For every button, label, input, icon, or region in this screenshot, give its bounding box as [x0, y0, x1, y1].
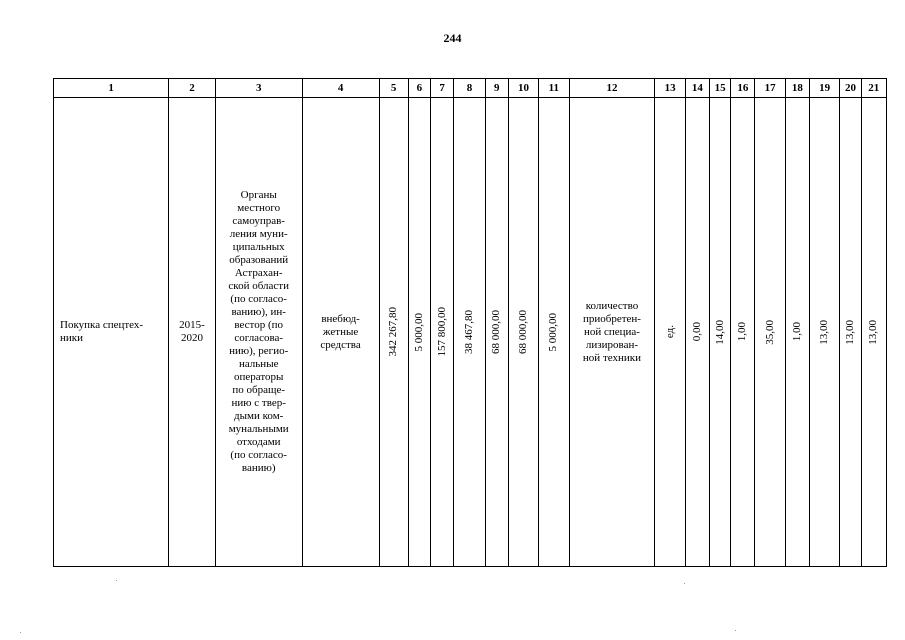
- col-header-9: 9: [485, 79, 508, 98]
- cell-total: 342 267,80: [379, 98, 408, 567]
- cell-indicator: количество приобретен- ной специа- лизирован- ной техники: [569, 98, 655, 567]
- cell-2017: 38 467,80: [454, 98, 485, 567]
- table-header-row: [54, 79, 887, 98]
- col-header-4: 4: [302, 79, 379, 98]
- cell-executors: Органы местного самоуправ- ления муни- ципальных образований Астрахан- ской области (по согласо- ванию), ин- вестор (по согласова- нию), регио- нальные операторы по обраще- нию с твер- дыми ком- мунальными отходами (по согласо- ванию): [215, 98, 302, 567]
- scan-speck: [116, 580, 117, 581]
- cell-value-19: 13,00: [810, 98, 840, 567]
- cell-2018: 68 000,00: [485, 98, 508, 567]
- col-header-14: 14: [685, 79, 709, 98]
- col-header-3: 3: [215, 79, 302, 98]
- cell-2019: 68 000,00: [508, 98, 538, 567]
- cell-measure: Покупка спецтех- ники: [54, 98, 169, 567]
- table-row: [54, 98, 887, 567]
- cell-value-15: 14,00: [709, 98, 730, 567]
- col-header-1: 1: [54, 79, 169, 98]
- col-header-18: 18: [785, 79, 809, 98]
- col-header-21: 21: [861, 79, 886, 98]
- col-header-6: 6: [408, 79, 430, 98]
- cell-value-21: 13,00: [861, 98, 886, 567]
- cell-value-18: 1,00: [785, 98, 809, 567]
- cell-2015: 5 000,00: [408, 98, 430, 567]
- cell-funding-source: внебюд- жетные средства: [302, 98, 379, 567]
- cell-value-17: 35,00: [755, 98, 785, 567]
- data-table: [53, 78, 887, 567]
- page-number: 244: [443, 31, 462, 45]
- col-header-2: 2: [169, 79, 216, 98]
- scan-speck: [684, 583, 685, 584]
- col-header-20: 20: [840, 79, 861, 98]
- col-header-19: 19: [810, 79, 840, 98]
- scan-speck: [735, 630, 736, 631]
- cell-2016: 157 800,00: [431, 98, 454, 567]
- scan-speck: [20, 632, 21, 633]
- cell-value-14: 0,00: [685, 98, 709, 567]
- col-header-5: 5: [379, 79, 408, 98]
- col-header-7: 7: [431, 79, 454, 98]
- col-header-13: 13: [655, 79, 685, 98]
- cell-unit: ед.: [655, 98, 685, 567]
- col-header-15: 15: [709, 79, 730, 98]
- col-header-16: 16: [731, 79, 755, 98]
- col-header-8: 8: [454, 79, 485, 98]
- cell-2020: 5 000,00: [539, 98, 569, 567]
- col-header-10: 10: [508, 79, 538, 98]
- cell-value-20: 13,00: [840, 98, 861, 567]
- cell-value-16: 1,00: [731, 98, 755, 567]
- col-header-12: 12: [569, 79, 655, 98]
- col-header-17: 17: [755, 79, 785, 98]
- cell-period: 2015- 2020: [169, 98, 216, 567]
- col-header-11: 11: [539, 79, 569, 98]
